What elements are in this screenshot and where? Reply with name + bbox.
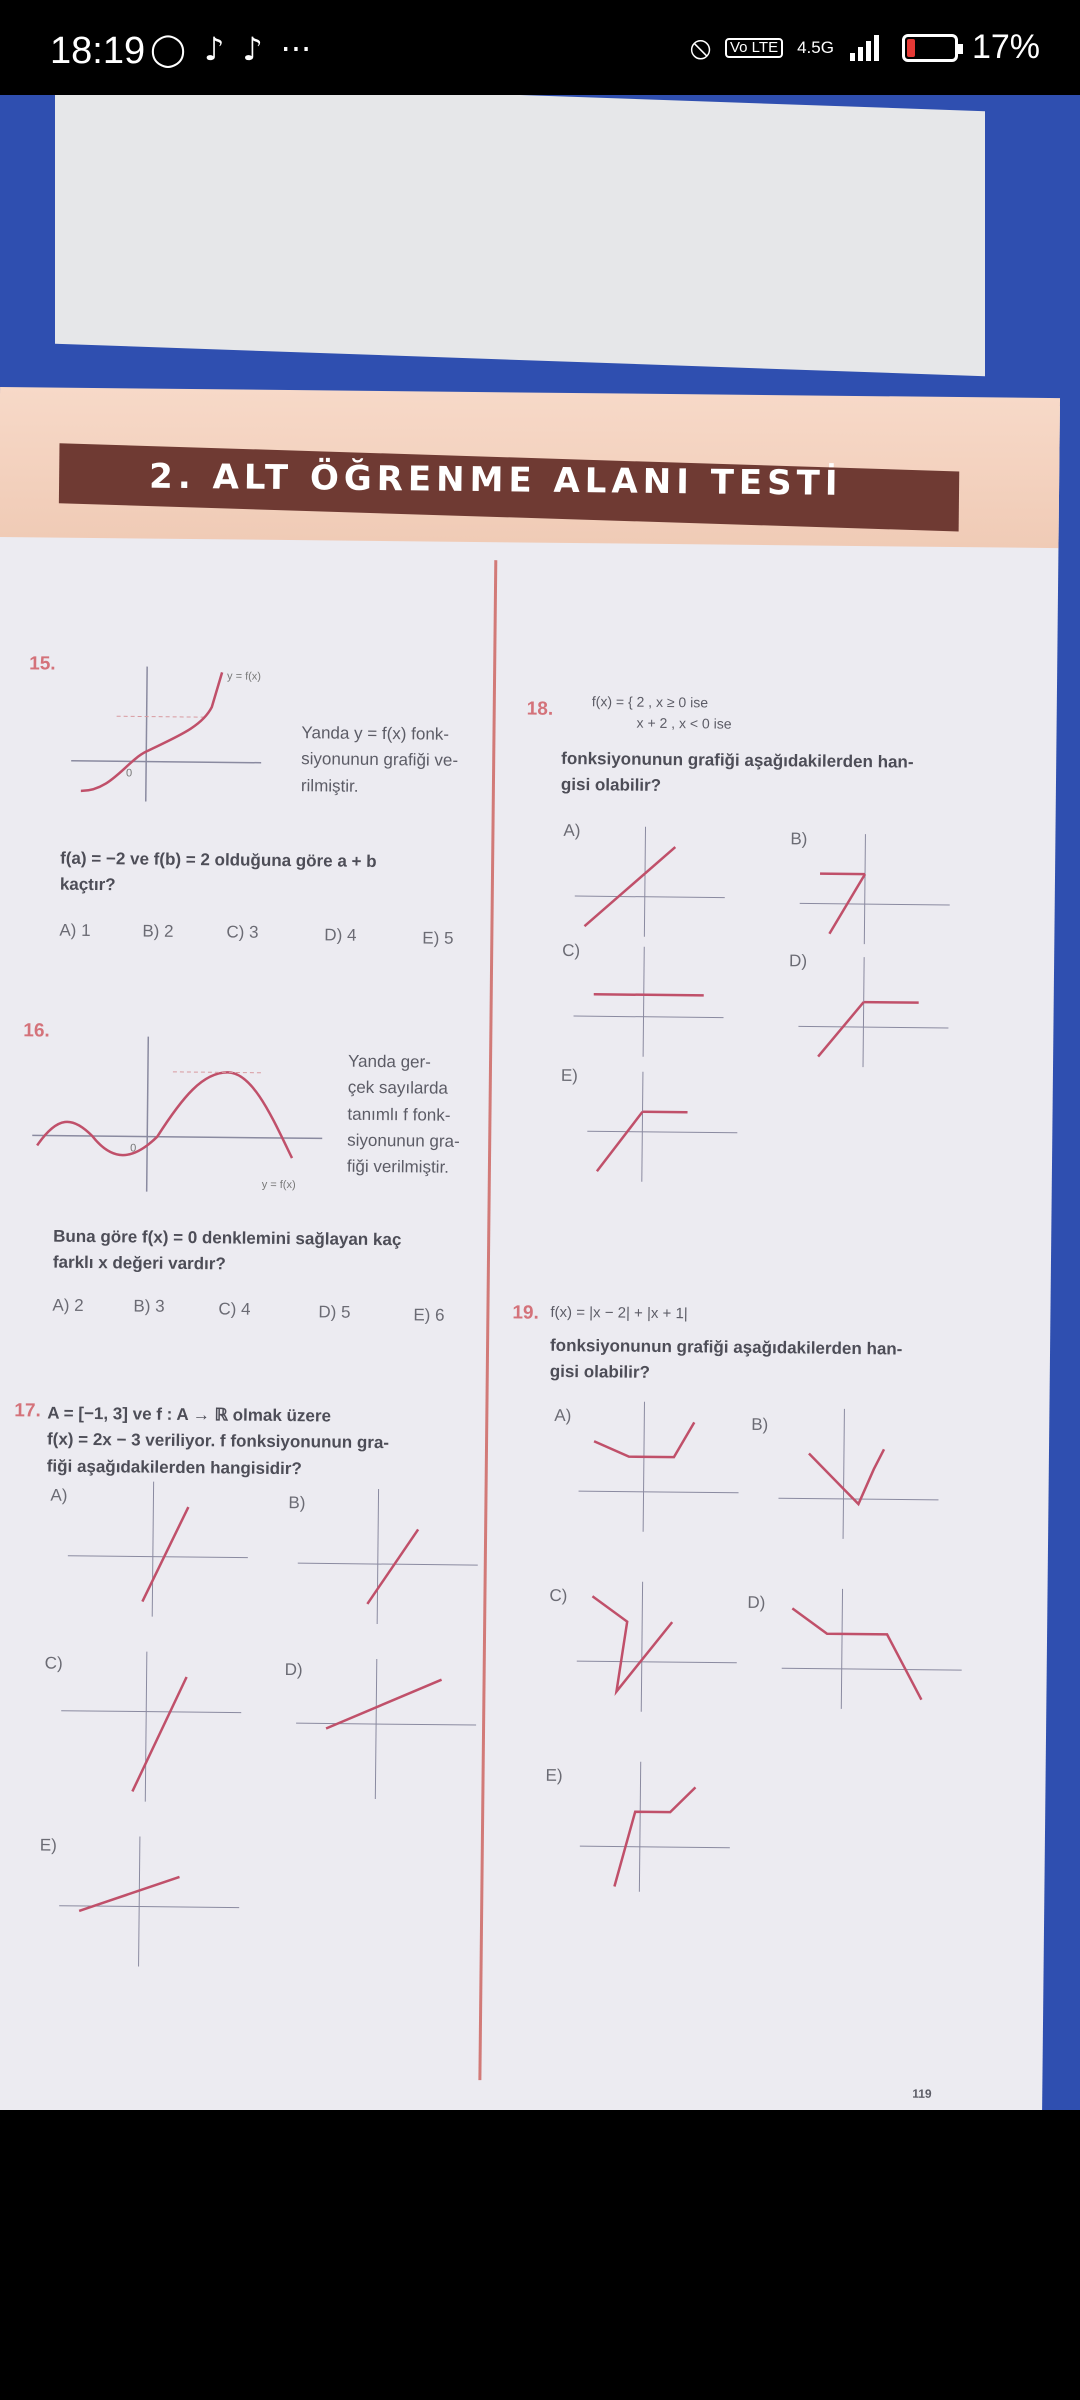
svg-text:0: 0 <box>125 767 133 780</box>
q16-question <box>53 1224 402 1280</box>
text-line: gisi olabilir? <box>549 1362 651 1383</box>
q16-option-c: C) 4 <box>218 1299 251 1319</box>
q16-graph <box>32 1035 324 1193</box>
q18-label-d: D) <box>789 951 808 971</box>
status-right <box>690 28 1040 67</box>
text-line: farklı x değeri vardır? <box>52 1252 226 1274</box>
text-line: x + 2 , x < 0 ise <box>636 714 732 732</box>
q17-graph-c <box>60 1651 242 1803</box>
tiktok-icon: ♪ <box>203 30 225 68</box>
q17-label-e: E) <box>39 1835 57 1855</box>
q16-side-text <box>347 1049 461 1182</box>
svg-text:0: 0 <box>130 1142 137 1155</box>
text-line: fiği verilmiştir. <box>346 1157 450 1178</box>
header-banner <box>0 387 1060 548</box>
text-line: A = [−1, 3] ve f : A → ℝ olmak üzere <box>47 1403 332 1426</box>
page-number: 119 <box>912 2086 932 2101</box>
text-line: f(a) = −2 ve f(b) = 2 olduğuna göre a + b <box>60 848 377 871</box>
q15-option-b: B) 2 <box>142 921 174 941</box>
q18-graph-b <box>799 833 950 945</box>
q17-label-b: B) <box>288 1493 306 1513</box>
text-line: f(x) = { 2 , x ≥ 0 ise <box>591 693 709 711</box>
q15-option-e: E) 5 <box>422 928 454 948</box>
background-paper <box>55 95 985 376</box>
q17-graph-e <box>59 1836 240 1968</box>
more-icon: ··· <box>280 30 312 68</box>
svg-text:y = f(x): y = f(x) <box>261 1178 296 1192</box>
q19-label-d: D) <box>747 1592 766 1613</box>
q19-question <box>550 1333 903 1389</box>
signal-icon <box>848 33 888 63</box>
q18-number: 18. <box>526 698 554 720</box>
q18-question <box>561 746 914 802</box>
q16-option-a: A) 2 <box>52 1295 84 1315</box>
q18-graph-c <box>573 946 724 1058</box>
text-line: kaçtır? <box>59 874 116 895</box>
q16-number: 16. <box>23 1020 50 1042</box>
q17-number: 17. <box>14 1400 41 1422</box>
q16-option-d: D) 5 <box>318 1302 351 1322</box>
text-line: f(x) = 2x − 3 veriliyor. f fonksiyonunun gra- <box>46 1429 390 1453</box>
q17-label-c: C) <box>44 1653 63 1673</box>
q19-graph-b <box>778 1408 939 1540</box>
q15-option-c: C) 3 <box>226 922 259 942</box>
q15-question <box>60 846 377 902</box>
q19-graph-a <box>578 1401 739 1533</box>
text-line: fiği aşağıdakilerden hangisidir? <box>46 1456 302 1478</box>
volte-badge: Vo LTE <box>725 38 783 58</box>
q16-option-b: B) 3 <box>133 1296 165 1316</box>
status-bar <box>0 0 1080 95</box>
q15-side-text <box>301 720 459 801</box>
text-line: fonksiyonunun grafiği aşağıdakilerden han- <box>549 1335 903 1359</box>
q17-label-d: D) <box>284 1660 303 1680</box>
column-divider <box>478 560 497 2080</box>
text-line: siyonunun grafiği ve- <box>301 749 459 771</box>
q19-graph-e <box>579 1761 730 1893</box>
q17-graph-b <box>297 1488 478 1625</box>
q17-label-a: A) <box>50 1485 68 1505</box>
text-line: çek sayılarda <box>347 1078 449 1099</box>
q17-graph-a <box>67 1481 248 1618</box>
battery-icon <box>902 34 958 62</box>
q15-number: 15. <box>29 653 56 675</box>
q19-label-e: E) <box>545 1765 563 1785</box>
q15-option-a: A) 1 <box>59 920 91 940</box>
q19-graph-d <box>781 1588 962 1710</box>
vibrate-mute-icon: ⦸ <box>690 28 711 66</box>
network-type: 4.5G <box>797 37 834 57</box>
worksheet-title: 2. ALT ÖĞRENME ALANI TESTİ <box>148 456 843 504</box>
q17-question <box>47 1401 390 1484</box>
text-line: Yanda ger- <box>347 1051 431 1072</box>
q18-definition <box>591 691 731 734</box>
q18-label-e: E) <box>560 1065 579 1086</box>
q18-label-a: A) <box>563 820 581 841</box>
q17-graph-d <box>295 1658 476 1800</box>
status-time: 18:19 <box>50 30 146 72</box>
text-line: tanımlı f fonk- <box>347 1104 451 1125</box>
q19-label-a: A) <box>554 1405 572 1426</box>
text-line: fonksiyonunun grafiği aşağıdakilerden han- <box>561 748 914 772</box>
tiktok-icon: ♪ <box>242 30 263 68</box>
text-line: Buna göre f(x) = 0 denklemini sağlayan kaç <box>53 1226 402 1250</box>
q18-label-b: B) <box>790 829 808 849</box>
q18-graph-a <box>574 826 725 938</box>
q19-label-b: B) <box>751 1414 769 1435</box>
text-line: gisi olabilir? <box>560 775 662 796</box>
battery-percent: 17% <box>971 28 1040 66</box>
text-line: rilmiştir. <box>300 775 359 796</box>
photo-viewer[interactable] <box>0 95 1080 2110</box>
q19-graph-c <box>576 1581 737 1713</box>
q19-definition: f(x) = |x − 2| + |x + 1| <box>550 1303 688 1323</box>
q16-option-e: E) 6 <box>413 1305 445 1325</box>
q19-number: 19. <box>512 1302 539 1324</box>
q19-label-c: C) <box>549 1585 568 1606</box>
bottom-empty-area <box>0 2110 1080 2400</box>
q15-graph <box>71 666 262 803</box>
text-line: siyonunun gra- <box>347 1130 460 1151</box>
svg-text:y = f(x): y = f(x) <box>227 670 262 683</box>
q18-graph-d <box>798 956 949 1068</box>
notification-icons <box>150 30 311 68</box>
q18-graph-e <box>587 1071 738 1183</box>
q18-label-c: C) <box>562 940 581 961</box>
worksheet-page <box>0 395 1060 2110</box>
text-line: Yanda y = f(x) fonk- <box>301 723 450 744</box>
whatsapp-icon: ◯ <box>150 30 186 68</box>
q15-option-d: D) 4 <box>324 925 357 945</box>
